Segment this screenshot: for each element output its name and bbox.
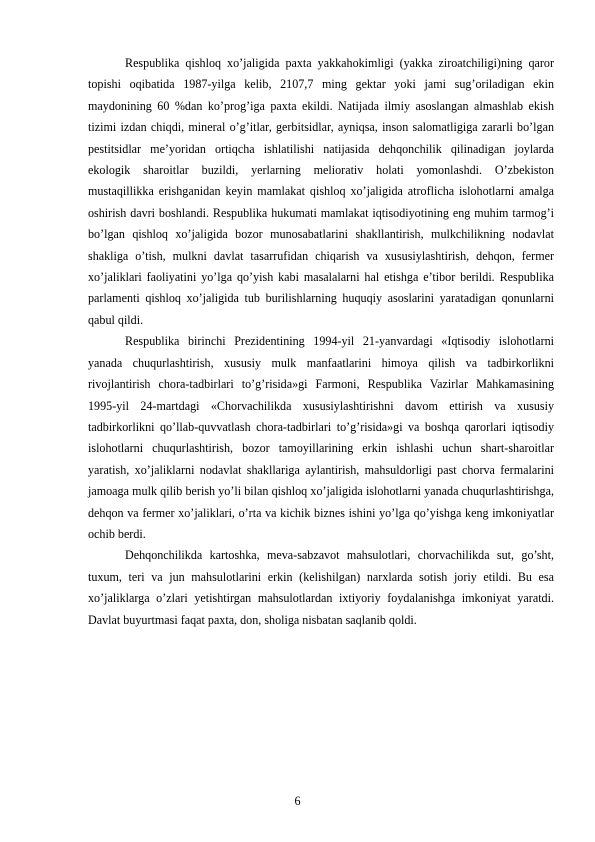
paragraph-1: Respublika qishloq xo’jaligida paxta yakkahokimligi (yakka ziroatchiligi)ning qaror topishi oqibatida 1987-yilga kelib, 2107,7 ming gektar yoki jami sug’oriladigan ekin maydonining 60 %dan ko’prog’iga paxta ekildi. Natijada ilmiy asoslangan almashlab ekish tizimi izdan chiqdi, mineral o’g’itlar, gerbitsidlar, ayniqsa, inson salomatligiga zararli bo’lgan pestitsidlar me’yoridan ortiqcha ishlatilishi natijasida dehqonchilik qilinadigan joylarda ekologik sharoitlar buzildi, yerlarning meliorativ holati yomonlashdi. O’zbekiston mustaqillikka erishganidan keyin mamlakat qishloq xo’jaligida atroflicha islohotlarni amalga oshirish davri boshlandi. Respublika hukumati mamlakat iqtisodiyotining eng muhim tarmog’i bo’lgan qishloq xo’jaligida bozor munosabatlarini shakllantirish, mulkchilikning nodavlat shakliga o’tish, mulkni davlat tasarrufidan chiqarish va xususiylashtirish, dehqon, fermer xo’jaliklari faoliyatini yo’lga qo’yish kabi masalalarni hal etishga e’tibor berildi. Respublika parlamenti qishloq xo’jaligida tub burilishlarning huquqiy asoslarini yaratadigan qonunlarni qabul qildi. <box>88 56 554 327</box>
page-number: 6 <box>294 794 301 808</box>
body-text <box>88 53 554 631</box>
paragraph-3: Dehqonchilikda kartoshka, meva-sabzavot mahsulotlari, chorvachilikda sut, go’sht, tuxum, teri va jun mahsulotlarini erkin (kelishilgan) narxlarda sotish joriy etildi. Bu esa xo’jaliklarga o’zlari yetishtirgan mahsulotlardan ixtiyoriy foydalanishga imkoniyat yaratdi. Davlat buyurtmasi faqat paxta, don, sholiga nisbatan saqlanib qoldi. <box>88 548 554 627</box>
paragraph-2: Respublika birinchi Prezidentining 1994-yil 21-yanvardagi «Iqtisodiy islohotlarni yanada chuqurlashtirish, xususiy mulk manfaatlarini himoya qilish va tadbirkorlikni rivojlantirish chora-tadbirlari to’g’risida»gi Farmoni, Respublika Vazirlar Mahkamasining 1995-yil 24-martdagi «Chorvachilikda xususiylashtirishni davom ettirish va xususiy tadbirkorlikni qo’llab-quvvatlash chora-tadbirlari to’g’risida»gi va boshqa qarorlari iqtisodiy islohotlarni chuqurlashtirish, bozor tamoyillarining erkin ishlashi uchun shart-sharoitlar yaratish, xo’jaliklarni nodavlat shakllariga aylantirish, mahsuldorligi past chorva fermalarini jamoaga mulk qilib berish yo’li bilan qishloq xo’jaligida islohotlarni yanada chuqurlashtirishga, dehqon va fermer xo’jaliklari, o’rta va kichik biznes ishini yo’lga qo’yishga keng imkoniyatlar ochib berdi. <box>88 334 554 541</box>
